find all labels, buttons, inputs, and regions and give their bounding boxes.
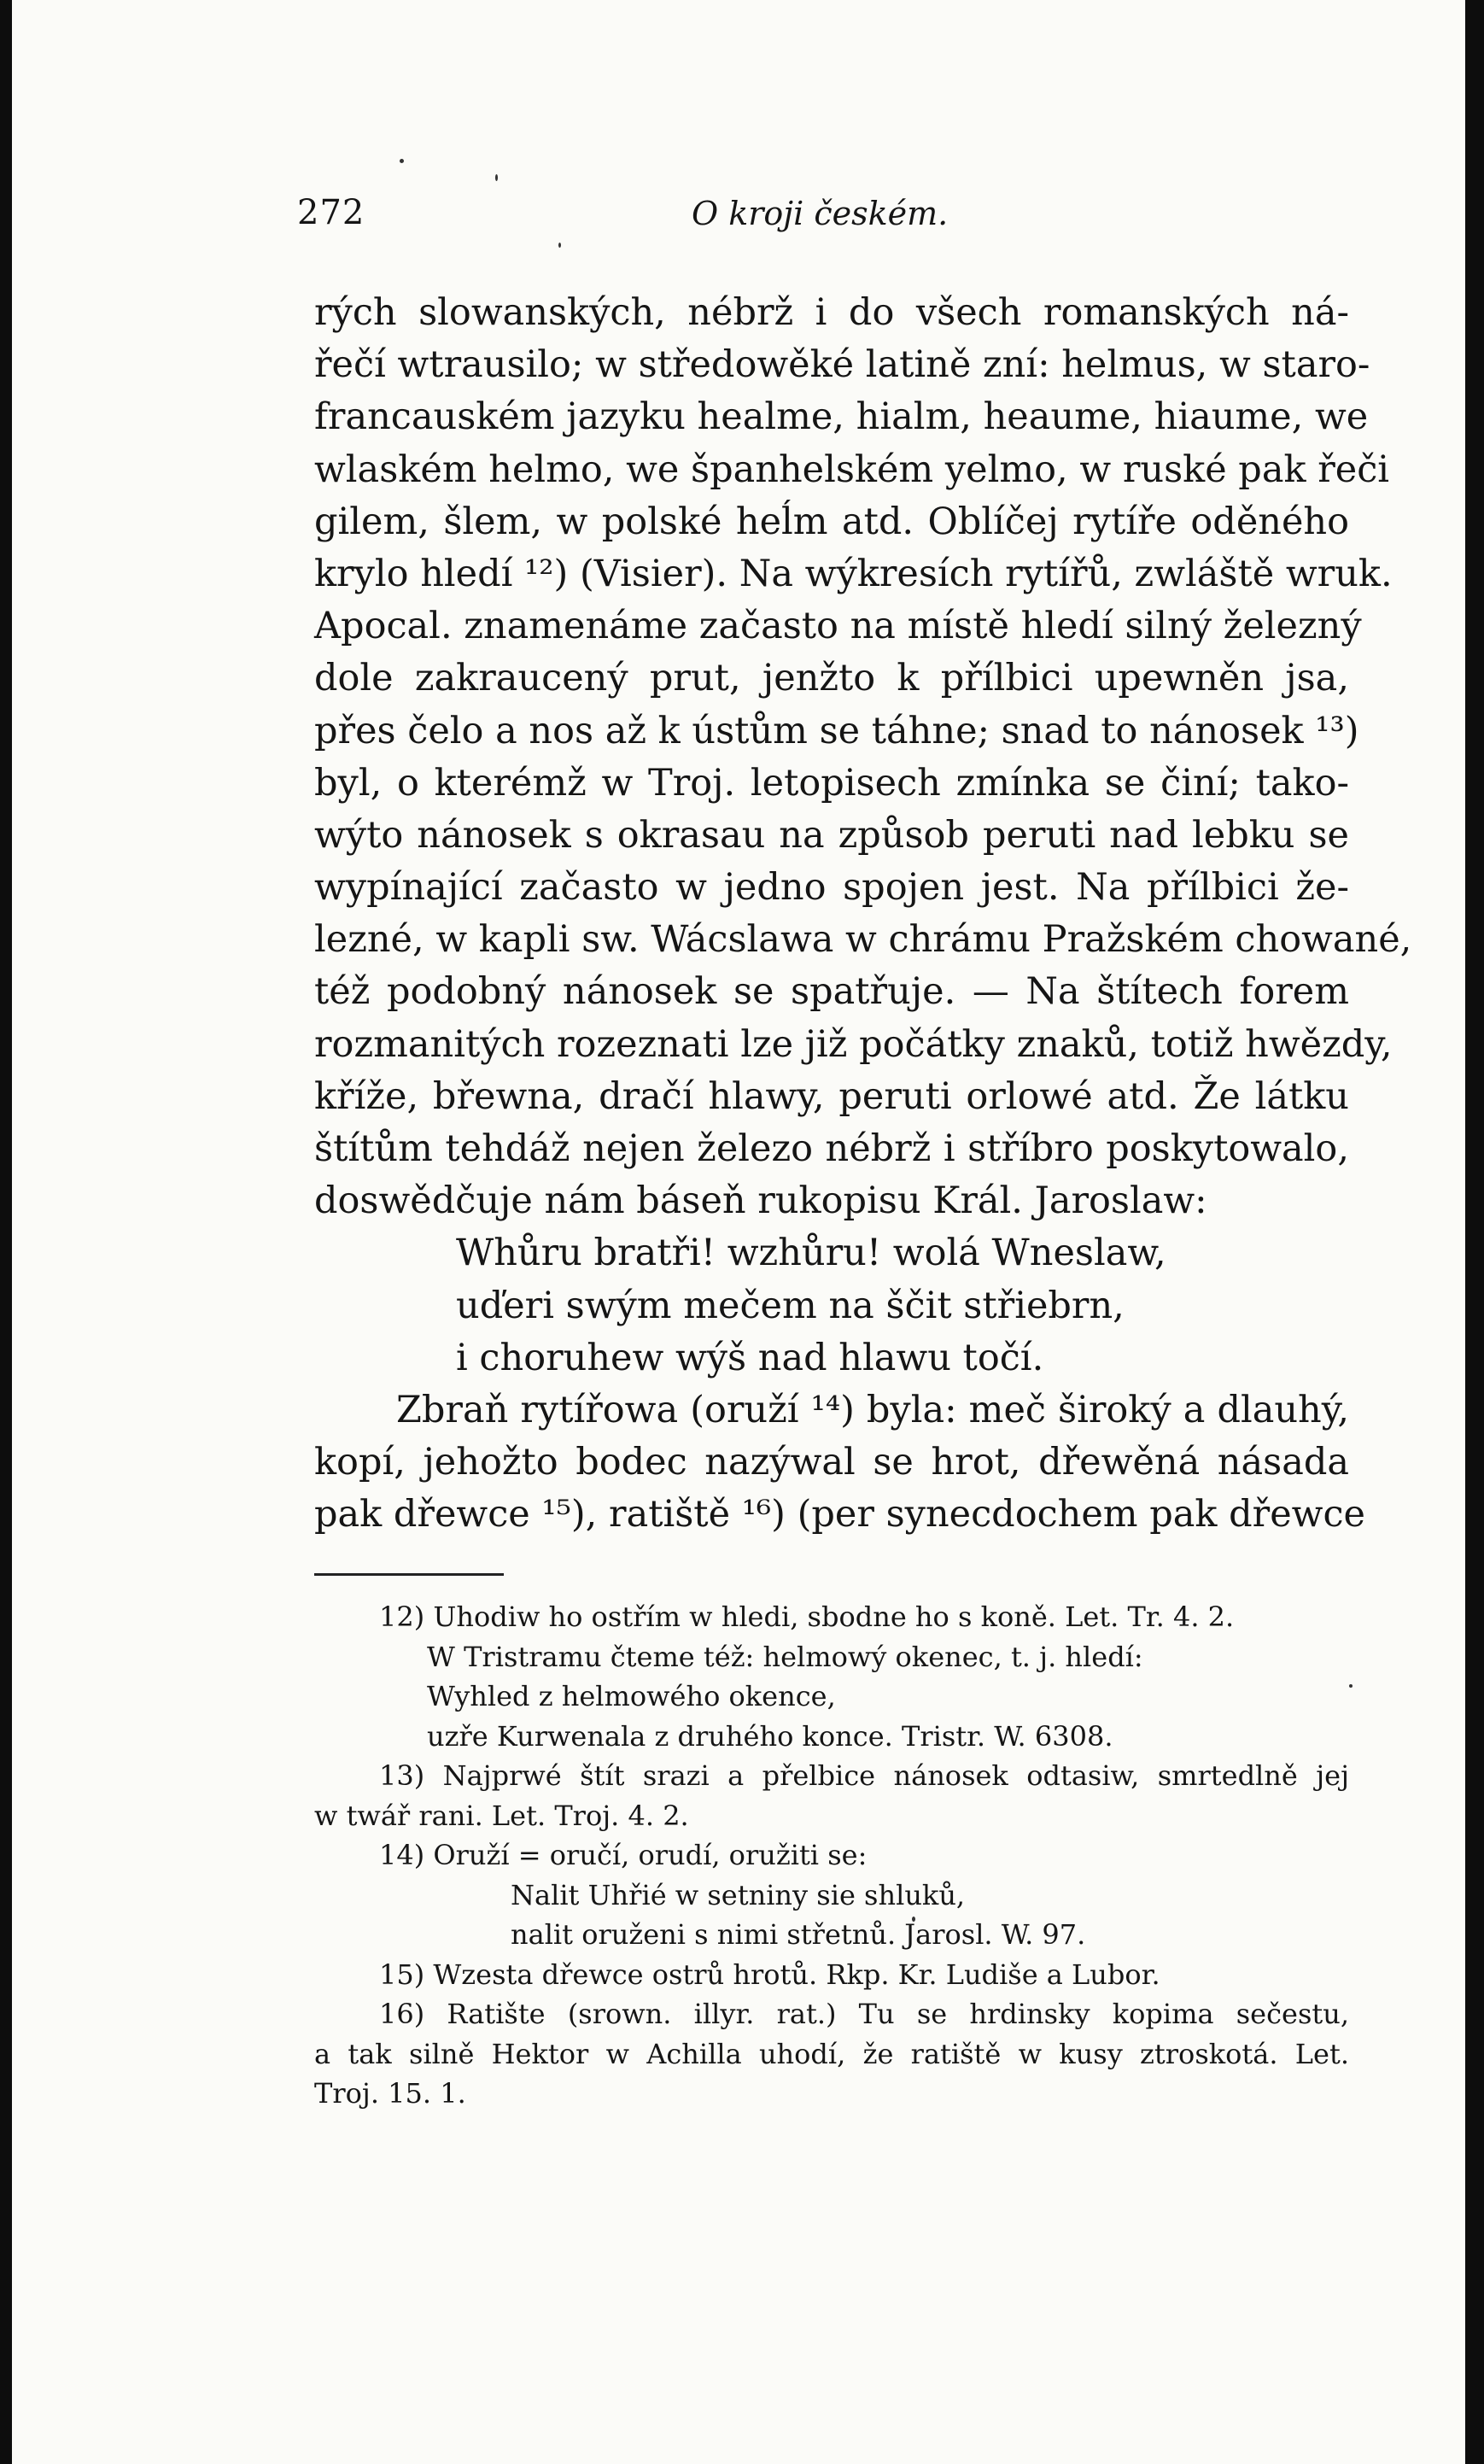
page-number: 272 bbox=[297, 193, 365, 232]
footnote-line: a tak silně Hektor w Achilla uhodí, že ratiště w kusy ztroskotá. Let. bbox=[314, 2037, 1349, 2070]
text-line: pak dřewce ¹⁵), ratiště ¹⁶) (per synecdochem pak dřewce bbox=[314, 1493, 1366, 1536]
text-line: francauském jazyku healme, hialm, heaume, hiaume, we bbox=[314, 395, 1369, 439]
text-line: Zbraň rytířowa (oruží ¹⁴) byla: meč široký a dlauhý, bbox=[396, 1388, 1349, 1431]
paper-speck bbox=[1349, 1684, 1353, 1688]
body-text bbox=[314, 287, 1412, 1542]
paper-speck bbox=[400, 159, 404, 163]
verse-line: uďeri swým mečem na ščit střiebrn, bbox=[456, 1284, 1125, 1327]
text-line: též podobný nánosek se spatřuje. — Na štítech forem bbox=[314, 970, 1349, 1014]
footnote-line: Wyhled z helmowého okence, bbox=[427, 1680, 836, 1712]
paper-speck bbox=[495, 174, 498, 181]
footnotes bbox=[314, 1597, 1349, 2114]
footnote-line: 15) Wzesta dřewce ostrů hrotů. Rkp. Kr. Ludiše a Lubor. bbox=[379, 1958, 1160, 1991]
footnote-line: 13) Najprwé štít srazi a přelbice nánosek odtasiw, smrtedlně jej bbox=[379, 1759, 1349, 1792]
footnote-line: W Tristramu čteme též: helmowý okenec, t. j. hledí: bbox=[427, 1640, 1143, 1673]
text-line: řečí wtrausilo; w středowěké latině zní: helmus, w staro- bbox=[314, 343, 1370, 387]
footnote-line: nalit oruženi s nimi střetnů. Jarosl. W. 97. bbox=[511, 1918, 1086, 1951]
footnote-line: uzře Kurwenala z druhého konce. Tristr. W. 6308. bbox=[427, 1719, 1113, 1753]
scan-border-right bbox=[1465, 0, 1484, 2464]
verse-line: Whůru bratři! wzhůru! wolá Wneslaw, bbox=[456, 1232, 1166, 1275]
text-line: wlaském helmo, we španhelském yelmo, w ruské pak řeči bbox=[314, 448, 1390, 491]
page-header bbox=[297, 193, 997, 244]
footnote-line: 16) Ratište (srown. illyr. rat.) Tu se hrdinsky kopima sečestu, bbox=[379, 1998, 1349, 2030]
text-line: wýto nánosek s okrasau na způsob peruti nad lebku se bbox=[314, 813, 1349, 857]
text-line: rozmanitých rozeznati lze již počátky znaků, totiž hwězdy, bbox=[314, 1022, 1393, 1066]
text-line: lezné, w kapli sw. Wácslawa w chrámu Pražském chowané, bbox=[314, 918, 1412, 962]
text-line: doswědčuje nám báseň rukopisu Král. Jaroslaw: bbox=[314, 1179, 1207, 1223]
running-title: O kroji českém. bbox=[692, 195, 949, 232]
footnote-line: 12) Uhodiw ho ostřím w hledi, sbodne ho s koně. Let. Tr. 4. 2. bbox=[379, 1601, 1235, 1633]
footnote-line: w twář rani. Let. Troj. 4. 2. bbox=[314, 1799, 689, 1832]
scan-border-left bbox=[0, 0, 12, 2464]
text-line: gilem, šlem, w polské heĺm atd. Oblíčej rytíře oděného bbox=[314, 500, 1349, 543]
footnote-line: Nalit Uhřié w setniny sie shluků, bbox=[511, 1878, 966, 1911]
text-line: krylo hledí ¹²) (Visier). Na wýkresích rytířů, zwláště wruk. bbox=[314, 552, 1393, 595]
text-line: přes čelo a nos až k ústům se táhne; snad to nánosek ¹³) bbox=[314, 709, 1359, 752]
footnote-line: Troj. 15. 1. bbox=[314, 2077, 466, 2110]
text-line: kříže, břewna, dračí hlawy, peruti orlowé atd. Že látku bbox=[314, 1074, 1349, 1118]
text-line: Apocal. znamenáme začasto na místě hledí silný železný bbox=[314, 605, 1362, 648]
text-line: rých slowanských, nébrž i do všech romanských ná- bbox=[314, 291, 1349, 334]
text-line: kopí, jehožto bodec nazýwal se hrot, dřewěná násada bbox=[314, 1441, 1349, 1484]
verse-line: i choruhew wýš nad hlawu točí. bbox=[456, 1336, 1044, 1379]
text-line: štítům tehdáž nejen železo nébrž i stříbro poskytowalo, bbox=[314, 1127, 1349, 1170]
text-line: wypínající začasto w jedno spojen jest. Na přílbici že- bbox=[314, 866, 1349, 910]
footnote-line: 14) Oruží = oručí, orudí, oružiti se: bbox=[379, 1839, 868, 1871]
text-line: byl, o kterémž w Troj. letopisech zmínka se činí; tako- bbox=[314, 761, 1349, 805]
footnote-rule bbox=[314, 1573, 504, 1576]
text-line: dole zakraucený prut, jenžto k přílbici upewněn jsa, bbox=[314, 657, 1349, 700]
